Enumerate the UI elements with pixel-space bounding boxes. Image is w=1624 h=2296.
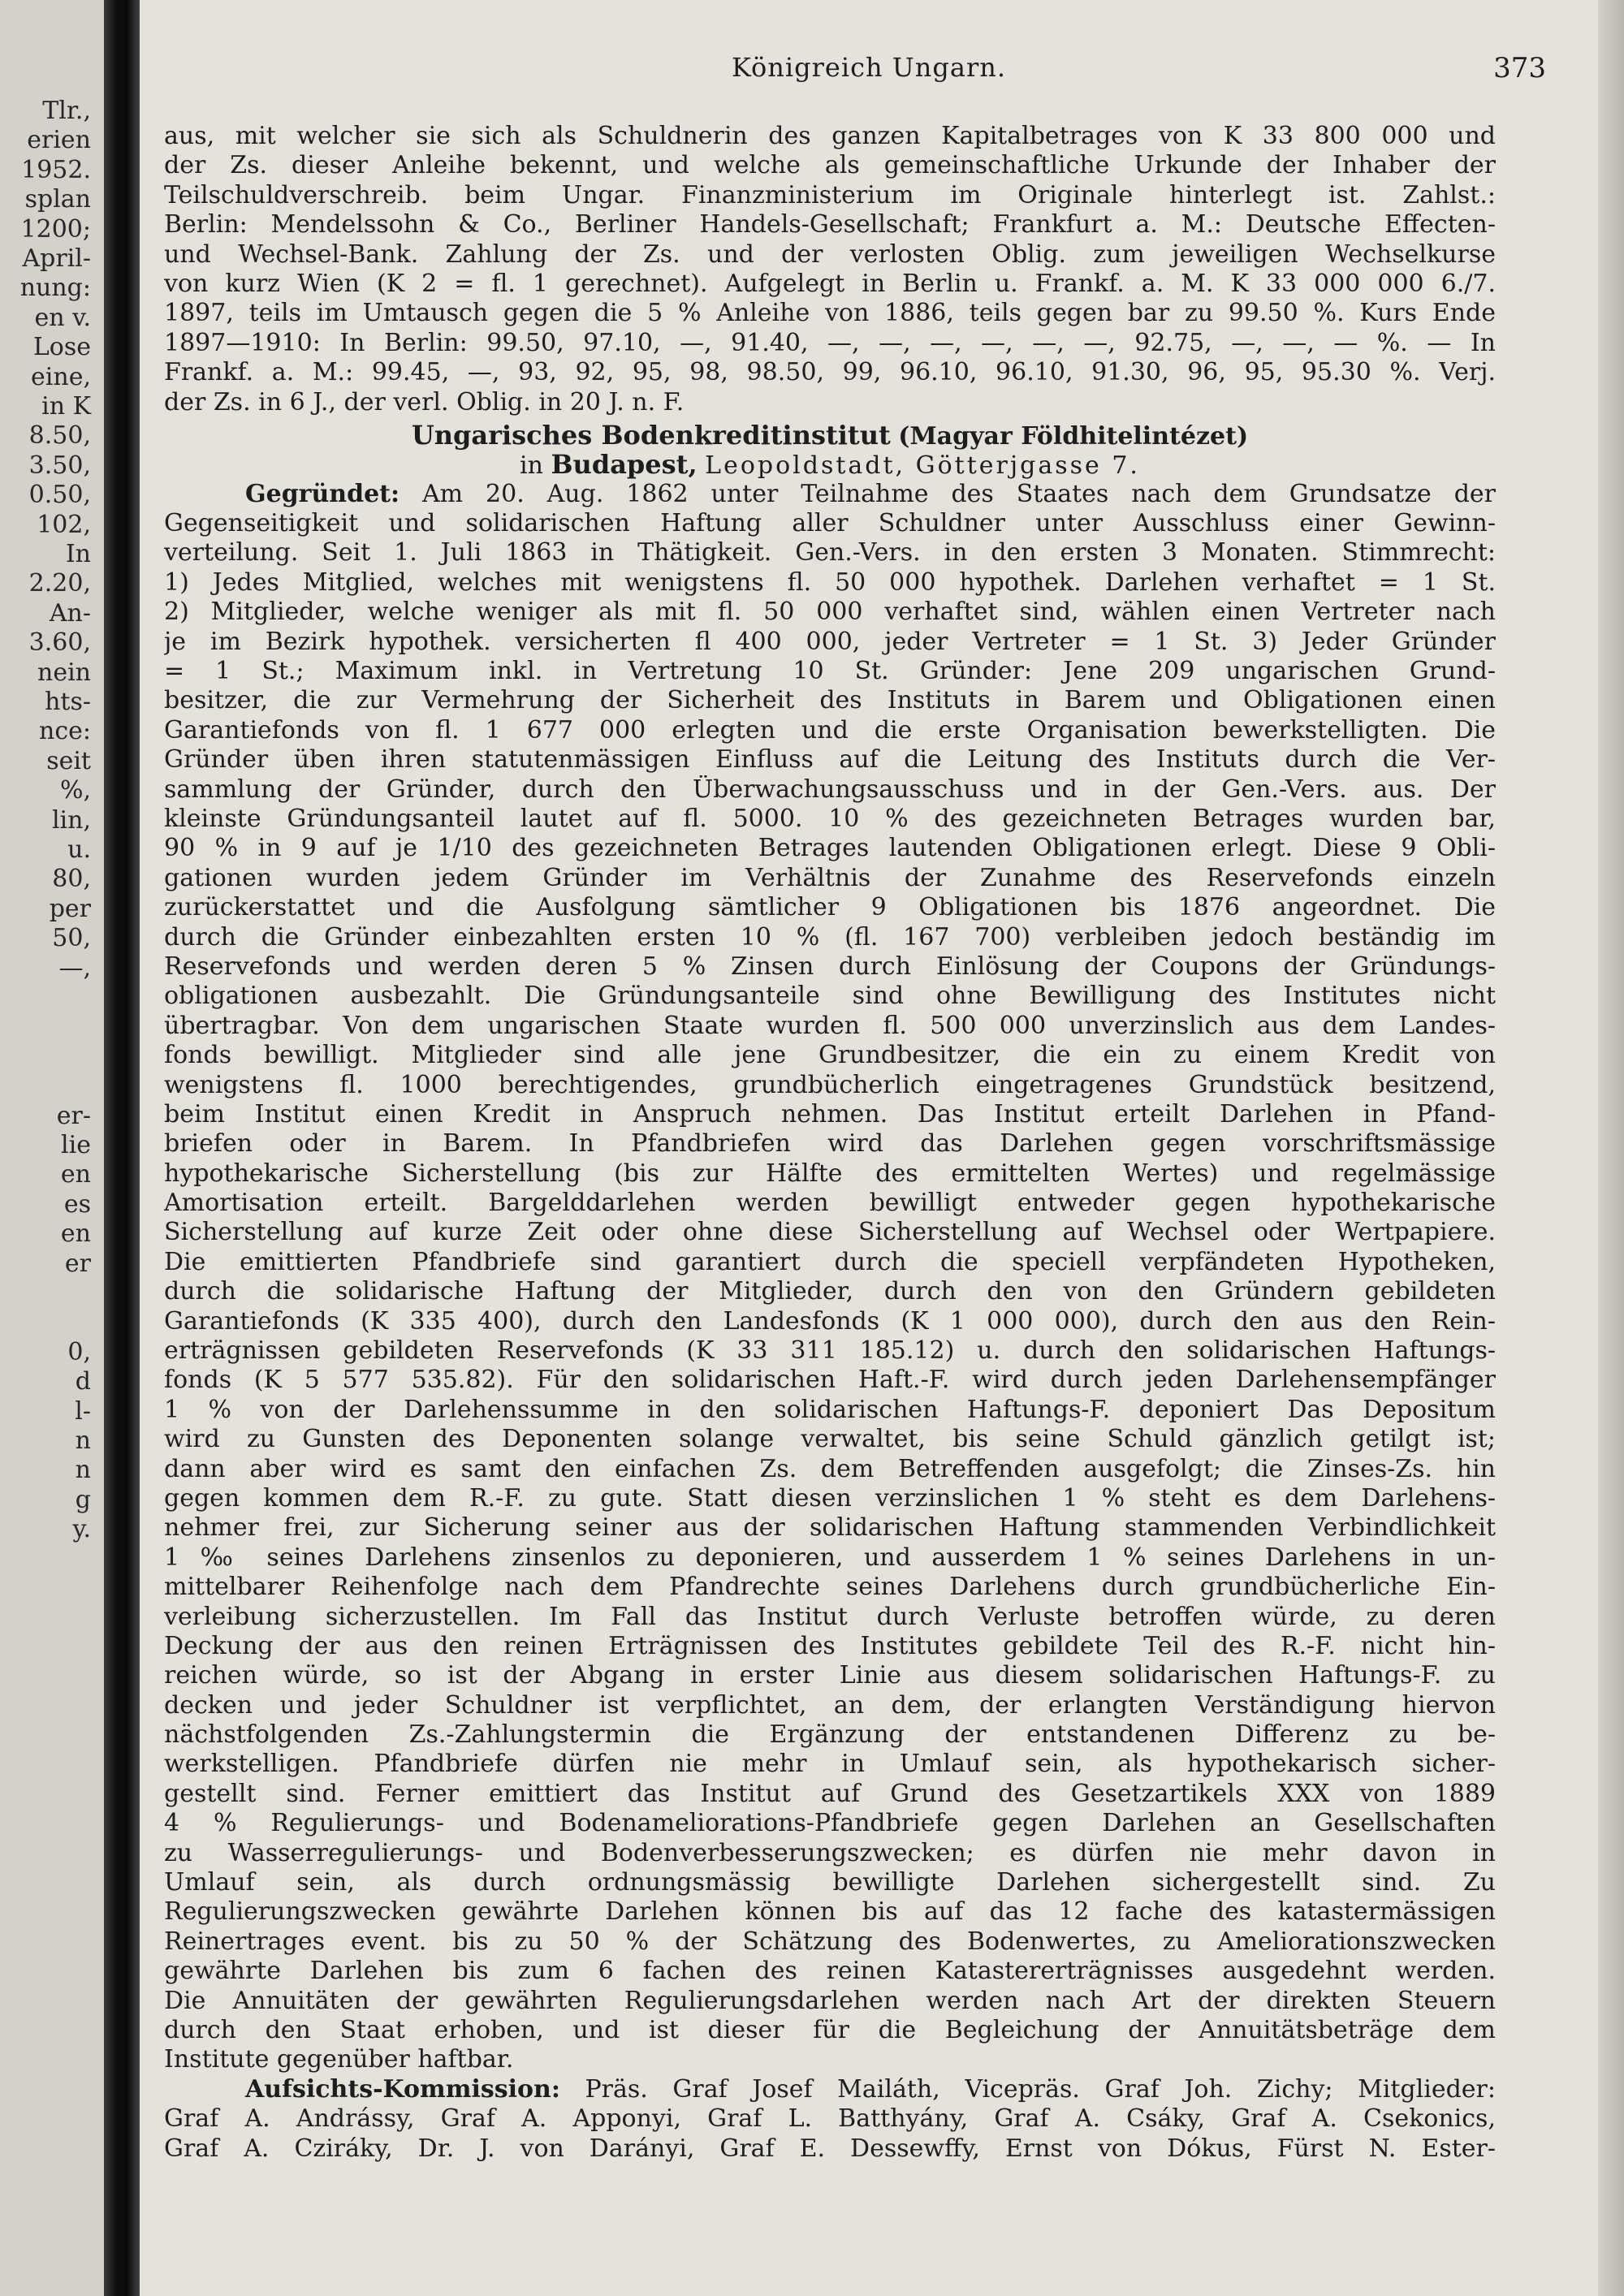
text-line: Teilschuldverschreib. beim Ungar. Finanzministerium im Originale hinterlegt ist. Zahlst.: <box>164 180 1496 209</box>
text-line: zu Wasserregulierungs- und Bodenverbesserungszwecken; es dürfen nie mehr davon in <box>164 1838 1496 1867</box>
founded-first-line <box>164 480 1496 509</box>
left-fragment-line: l- <box>75 1396 91 1426</box>
running-head <box>140 52 1598 93</box>
text-line: 4 % Regulierungs- und Bodenameliorations-Pfandbriefe gegen Darlehen an Gesellschaften <box>164 1809 1496 1838</box>
text-line: Amortisation erteilt. Bargelddarlehen werden bewilligt entweder gegen hypothekarische <box>164 1189 1496 1218</box>
page-edge <box>1598 0 1624 2296</box>
text-line: und Wechsel-Bank. Zahlung der Zs. und der verlosten Oblig. zum jeweiligen Wechselkurse <box>164 240 1496 269</box>
left-fragment-line: en v. <box>34 303 91 332</box>
left-fragment-line: d <box>75 1367 91 1396</box>
text-line: obligationen ausbezahlt. Die Gründungsanteile sind ohne Bewilligung des Institutes nicht <box>164 982 1496 1011</box>
institute-name: Ungarisches Bodenkreditinstitut <box>411 420 891 451</box>
left-fragment-line: 8.50, <box>28 421 91 451</box>
left-fragment-line: eine, <box>31 362 91 391</box>
left-fragment-line: erien <box>27 126 91 155</box>
text-line: decken und jeder Schuldner ist verpflichtet, an dem, der erlangten Verständigung hiervon <box>164 1690 1496 1720</box>
institute-address: Leopoldstadt, Götterjgasse 7. <box>705 451 1140 480</box>
text-line: Garantiefonds (K 335 400), durch den Landesfonds (K 1 000 000), durch den aus den Rein- <box>164 1306 1496 1336</box>
text-line: = 1 St.; Maximum inkl. in Vertretung 10 St. Gründer: Jene 209 ungarischen Grund- <box>164 657 1496 686</box>
text-line: Die emittierten Pfandbriefe sind garantiert durch die speciell verpfändeten Hypotheken, <box>164 1247 1496 1276</box>
left-fragment-line: n <box>75 1456 91 1485</box>
left-fragment-line: 3.60, <box>28 628 91 658</box>
text-line: Frankf. a. M.: 99.45, —, 93, 92, 95, 98, 98.50, 99, 96.10, 96.10, 91.30, 96, 95, 95.30 %. Verj. <box>164 358 1496 387</box>
text-line: von kurz Wien (K 2 = fl. 1 gerechnet). Aufgelegt in Berlin u. Frankf. a. M. K 33 000 000 6./7. <box>164 269 1496 298</box>
text-line: briefen oder in Barem. In Pfandbriefen wird das Darlehen gegen vorschriftsmässige <box>164 1129 1496 1159</box>
text-line: dann aber wird es samt den einfachen Zs. dem Betreffenden ausgefolgt; die Zinses-Zs. hin <box>164 1454 1496 1483</box>
text-line: kleinste Gründungsanteil lautet auf fl. 5000. 10 % des gezeichneten Betrages wurden bar, <box>164 804 1496 833</box>
text-line: reichen würde, so ist der Abgang in erster Linie aus diesem solidarischen Haftungs-F. zu <box>164 1661 1496 1690</box>
left-fragment-line: er- <box>56 1101 91 1130</box>
text-line: aus, mit welcher sie sich als Schuldnerin des ganzen Kapitalbetrages von K 33 800 000 und <box>164 122 1496 150</box>
left-fragment-line: es <box>63 1189 91 1219</box>
text-line: Garantiefonds von fl. 1 677 000 erlegten und die erste Organisation bewerkstelligten. Die <box>164 715 1496 744</box>
text-line: der Zs. dieser Anleihe bekennt, und welche als gemeinschaftliche Urkunde der Inhaber der <box>164 151 1496 180</box>
running-title: Königreich Ungarn. <box>731 52 1007 83</box>
institute-native-name: (Magyar Földhitelintézet) <box>898 421 1249 451</box>
text-line: übertragbar. Von dem ungarischen Staate wurden fl. 500 000 unverzinslich aus dem Landes- <box>164 1011 1496 1040</box>
intro-paragraph <box>164 122 1496 417</box>
text-line: besitzer, die zur Vermehrung der Sicherheit des Instituts in Barem und Obligationen einen <box>164 686 1496 715</box>
text-line: erträgnissen gebildeten Reservefonds (K 33 311 185.12) u. durch den solidarischen Haftungs- <box>164 1336 1496 1366</box>
text-line: durch die solidarische Haftung der Mitglieder, durch den von den Gründern gebildeten <box>164 1277 1496 1306</box>
text-line: hypothekarische Sicherstellung (bis zur Hälfte des ermittelten Wertes) und regelmässige <box>164 1159 1496 1188</box>
text-line: verleibung sicherzustellen. Im Fall das Institut durch Verluste betroffen würde, zu deren <box>164 1602 1496 1631</box>
text-line: Deckung der aus den reinen Erträgnissen des Institutes gebildete Teil des R.-F. nicht hin- <box>164 1631 1496 1660</box>
left-fragment-line: %, <box>59 776 91 805</box>
supervisory-first-text: Präs. Graf Josef Mailáth, Vicepräs. Graf Joh. Zichy; Mitglieder: <box>585 2074 1496 2104</box>
text-line: zurückerstattet und die Ausfolgung sämtlicher 9 Obligationen bis 1876 angeordnet. Die <box>164 893 1496 922</box>
left-fragment-line: lie <box>61 1131 91 1159</box>
text-line: fonds bewilligt. Mitglieder sind alle jene Grundbesitzer, die ein zu einem Kredit von <box>164 1041 1496 1070</box>
left-fragment-line: 80, <box>52 865 91 894</box>
text-line: 90 % in 9 auf je 1/10 des gezeichneten Betrages lautenden Obligationen erlegt. Diese 9 Obli- <box>164 834 1496 863</box>
left-fragment-line: n <box>75 1426 91 1455</box>
left-fragment-line: 0, <box>67 1337 91 1366</box>
institute-heading-line-2 <box>164 450 1496 479</box>
page <box>140 0 1598 2296</box>
text-line: gestellt sind. Ferner emittiert das Institut auf Grund des Gesetzartikels XXX von 1889 <box>164 1779 1496 1808</box>
text-line: gewährte Darlehen bis zum 6 fachen des reinen Katastererträgnisses ausgedehnt werden. <box>164 1957 1496 1986</box>
text-line: wird zu Gunsten des Deponenten solange verwaltet, bis seine Schuld gänzlich getilgt ist; <box>164 1425 1496 1454</box>
left-fragment-line: g <box>75 1485 91 1514</box>
left-fragment-line: nung: <box>19 274 91 303</box>
text-line: verteilung. Seit 1. Juli 1863 in Thätigkeit. Gen.-Vers. in den ersten 3 Monaten. Stimmrecht: <box>164 538 1496 568</box>
left-fragment-line: lin, <box>51 805 91 835</box>
left-fragment-line: nein <box>37 658 91 687</box>
left-fragment-line: 0.50, <box>28 481 91 510</box>
text-line: Gründer üben ihren statutenmässigen Einfluss auf die Leitung des Instituts durch die Ver- <box>164 745 1496 775</box>
supervisory-paragraph <box>164 2104 1496 2164</box>
text-line: durch den Staat erhoben, und ist dieser für die Begleichung der Annuitätsbeträge dem <box>164 2016 1496 2044</box>
location-prefix: in <box>520 451 543 480</box>
text-line: Reservefonds und werden deren 5 % Zinsen durch Einlösung der Coupons der Gründungs- <box>164 952 1496 981</box>
page-number: 373 <box>1493 52 1546 84</box>
left-fragment-line: per <box>49 894 91 923</box>
text-line: 1897, teils im Umtausch gegen die 5 % Anleihe von 1886, teils gegen bar zu 99.50 %. Kurs Ende <box>164 299 1496 328</box>
text-line: Gegenseitigkeit und solidarischen Haftung aller Schuldner unter Ausschluss einer Gewinn- <box>164 509 1496 538</box>
supervisory-label: Aufsichts-Kommission: <box>245 2074 560 2104</box>
text-line: Regulierungszwecken gewährte Darlehen können bis auf das 12 fache des katastermässigen <box>164 1897 1496 1927</box>
text-line: mittelbarer Reihenfolge nach dem Pfandrechte seines Darlehens durch grundbücherliche Ein- <box>164 1573 1496 1602</box>
book-spine <box>104 0 140 2296</box>
text-line: gationen wurden jedem Gründer im Verhältnis der Zunahme des Reservefonds einzeln <box>164 863 1496 892</box>
text-line: Graf A. Andrássy, Graf A. Apponyi, Graf L. Batthyány, Graf A. Csáky, Graf A. Csekonics, <box>164 2104 1496 2134</box>
left-fragment-line: er <box>64 1249 91 1278</box>
text-line: 1 % von der Darlehenssumme in den solidarischen Haftungs-F. deponiert Das Depositum <box>164 1395 1496 1424</box>
text-line: durch die Gründer einbezahlten ersten 10 % (fl. 167 700) verbleiben jedoch beständig im <box>164 922 1496 952</box>
founded-first-text: Am 20. Aug. 1862 unter Teilnahme des Staates nach dem Grundsatze der <box>422 479 1496 508</box>
text-line: sammlung der Gründer, durch den Überwachungsausschuss und in der Gen.-Vers. aus. Der <box>164 775 1496 804</box>
text-line: fonds (K 5 577 535.82). Für den solidarischen Haft.-F. wird durch jeden Darlehensempfänger <box>164 1366 1496 1395</box>
left-fragment-line: In <box>65 540 91 568</box>
supervisory-first-line <box>164 2075 1496 2104</box>
text-line: Berlin: Mendelssohn & Co., Berliner Handels-Gesellschaft; Frankfurt a. M.: Deutsche Effecten- <box>164 210 1496 240</box>
left-fragment-line: Lose <box>32 333 91 362</box>
left-fragment-line: 3.50, <box>28 451 91 480</box>
text-line: Die Annuitäten der gewährten Regulierungsdarlehen werden nach Art der direkten Steuern <box>164 1986 1496 2015</box>
text-line: Umlauf sein, als durch ordnungsmässig bewilligte Darlehen sichergestellt sind. Zu <box>164 1868 1496 1897</box>
left-fragment-line: Tlr., <box>42 97 91 125</box>
text-line: Sicherstellung auf kurze Zeit oder ohne diese Sicherstellung auf Wechsel oder Wertpapiere. <box>164 1218 1496 1247</box>
left-fragment-line: hts- <box>45 688 91 716</box>
text-line: 2) Mitglieder, welche weniger als mit fl. 50 000 verhaftet sind, wählen einen Vertreter nach <box>164 598 1496 627</box>
left-fragment-line: seit <box>46 746 91 775</box>
left-fragment-line: y. <box>72 1515 91 1544</box>
left-fragment-line: —, <box>58 953 91 982</box>
text-line: 1) Jedes Mitglied, welches mit wenigstens fl. 50 000 hypothek. Darlehen verhaftet = 1 St. <box>164 568 1496 597</box>
left-fragment-line: en <box>60 1160 91 1189</box>
text-line: der Zs. in 6 J., der verl. Oblig. in 20 J. n. F. <box>164 387 685 416</box>
text-line: Graf A. Cziráky, Dr. J. von Darányi, Graf E. Dessewffy, Ernst von Dókus, Fürst N. Ester- <box>164 2134 1496 2163</box>
text-line: gegen kommen dem R.-F. zu gute. Statt diesen verzinslichen 1 % steht es dem Darlehens- <box>164 1483 1496 1513</box>
text-line: 1 ‰ seines Darlehens zinsenlos zu deponieren, und ausserdem 1 % seines Darlehens in un- <box>164 1543 1496 1572</box>
left-fragment-line: 1200; <box>20 214 91 244</box>
text-line: wenigstens fl. 1000 berechtigendes, grundbücherlich eingetragenes Grundstück besitzend, <box>164 1070 1496 1099</box>
text-line: Reinertrages event. bis zu 50 % der Schätzung des Bodenwertes, zu Ameliorationszwecken <box>164 1927 1496 1956</box>
left-fragment-line: u. <box>67 835 91 864</box>
left-fragment-line: splan <box>24 185 91 214</box>
left-fragment-line: 2.20, <box>28 569 91 598</box>
text-line: Institute gegenüber haftbar. <box>164 2045 514 2074</box>
text-line: beim Institut einen Kredit in Anspruch nehmen. Das Institut erteilt Darlehen in Pfand- <box>164 1099 1496 1129</box>
left-fragment-line: An- <box>49 598 91 628</box>
left-fragment-line: 102, <box>37 510 91 539</box>
text-line: je im Bezirk hypothek. versicherten fl 400 000, jeder Vertreter = 1 St. 3) Jeder Gründer <box>164 627 1496 656</box>
text-line: nehmer frei, zur Sicherung seiner aus der solidarischen Haftung stammenden Verbindlichkeit <box>164 1513 1496 1543</box>
left-fragment-line: en <box>60 1219 91 1249</box>
text-line: nächstfolgenden Zs.-Zahlungstermin die Ergänzung der entstandenen Differenz zu be- <box>164 1720 1496 1750</box>
left-page-fragment <box>0 0 104 2296</box>
left-fragment-line: in K <box>41 392 91 421</box>
institute-city: Budapest, <box>551 450 698 480</box>
page-content <box>164 122 1496 2164</box>
left-fragment-line: April- <box>22 244 91 273</box>
text-line: werkstelligen. Pfandbriefe dürfen nie mehr in Umlauf sein, als hypothekarisch sicher- <box>164 1750 1496 1779</box>
left-fragment-line: 50, <box>52 924 91 953</box>
left-fragment-line: 1952. <box>21 155 91 184</box>
institute-heading-line-1 <box>164 421 1496 450</box>
founded-paragraph <box>164 509 1496 2075</box>
founded-label: Gegründet: <box>245 479 400 508</box>
left-fragment-line: nce: <box>39 717 91 746</box>
text-line: 1897—1910: In Berlin: 99.50, 97.10, —, 91.40, —, —, —, —, —, —, 92.75, —, —, — %. — In <box>164 328 1496 357</box>
